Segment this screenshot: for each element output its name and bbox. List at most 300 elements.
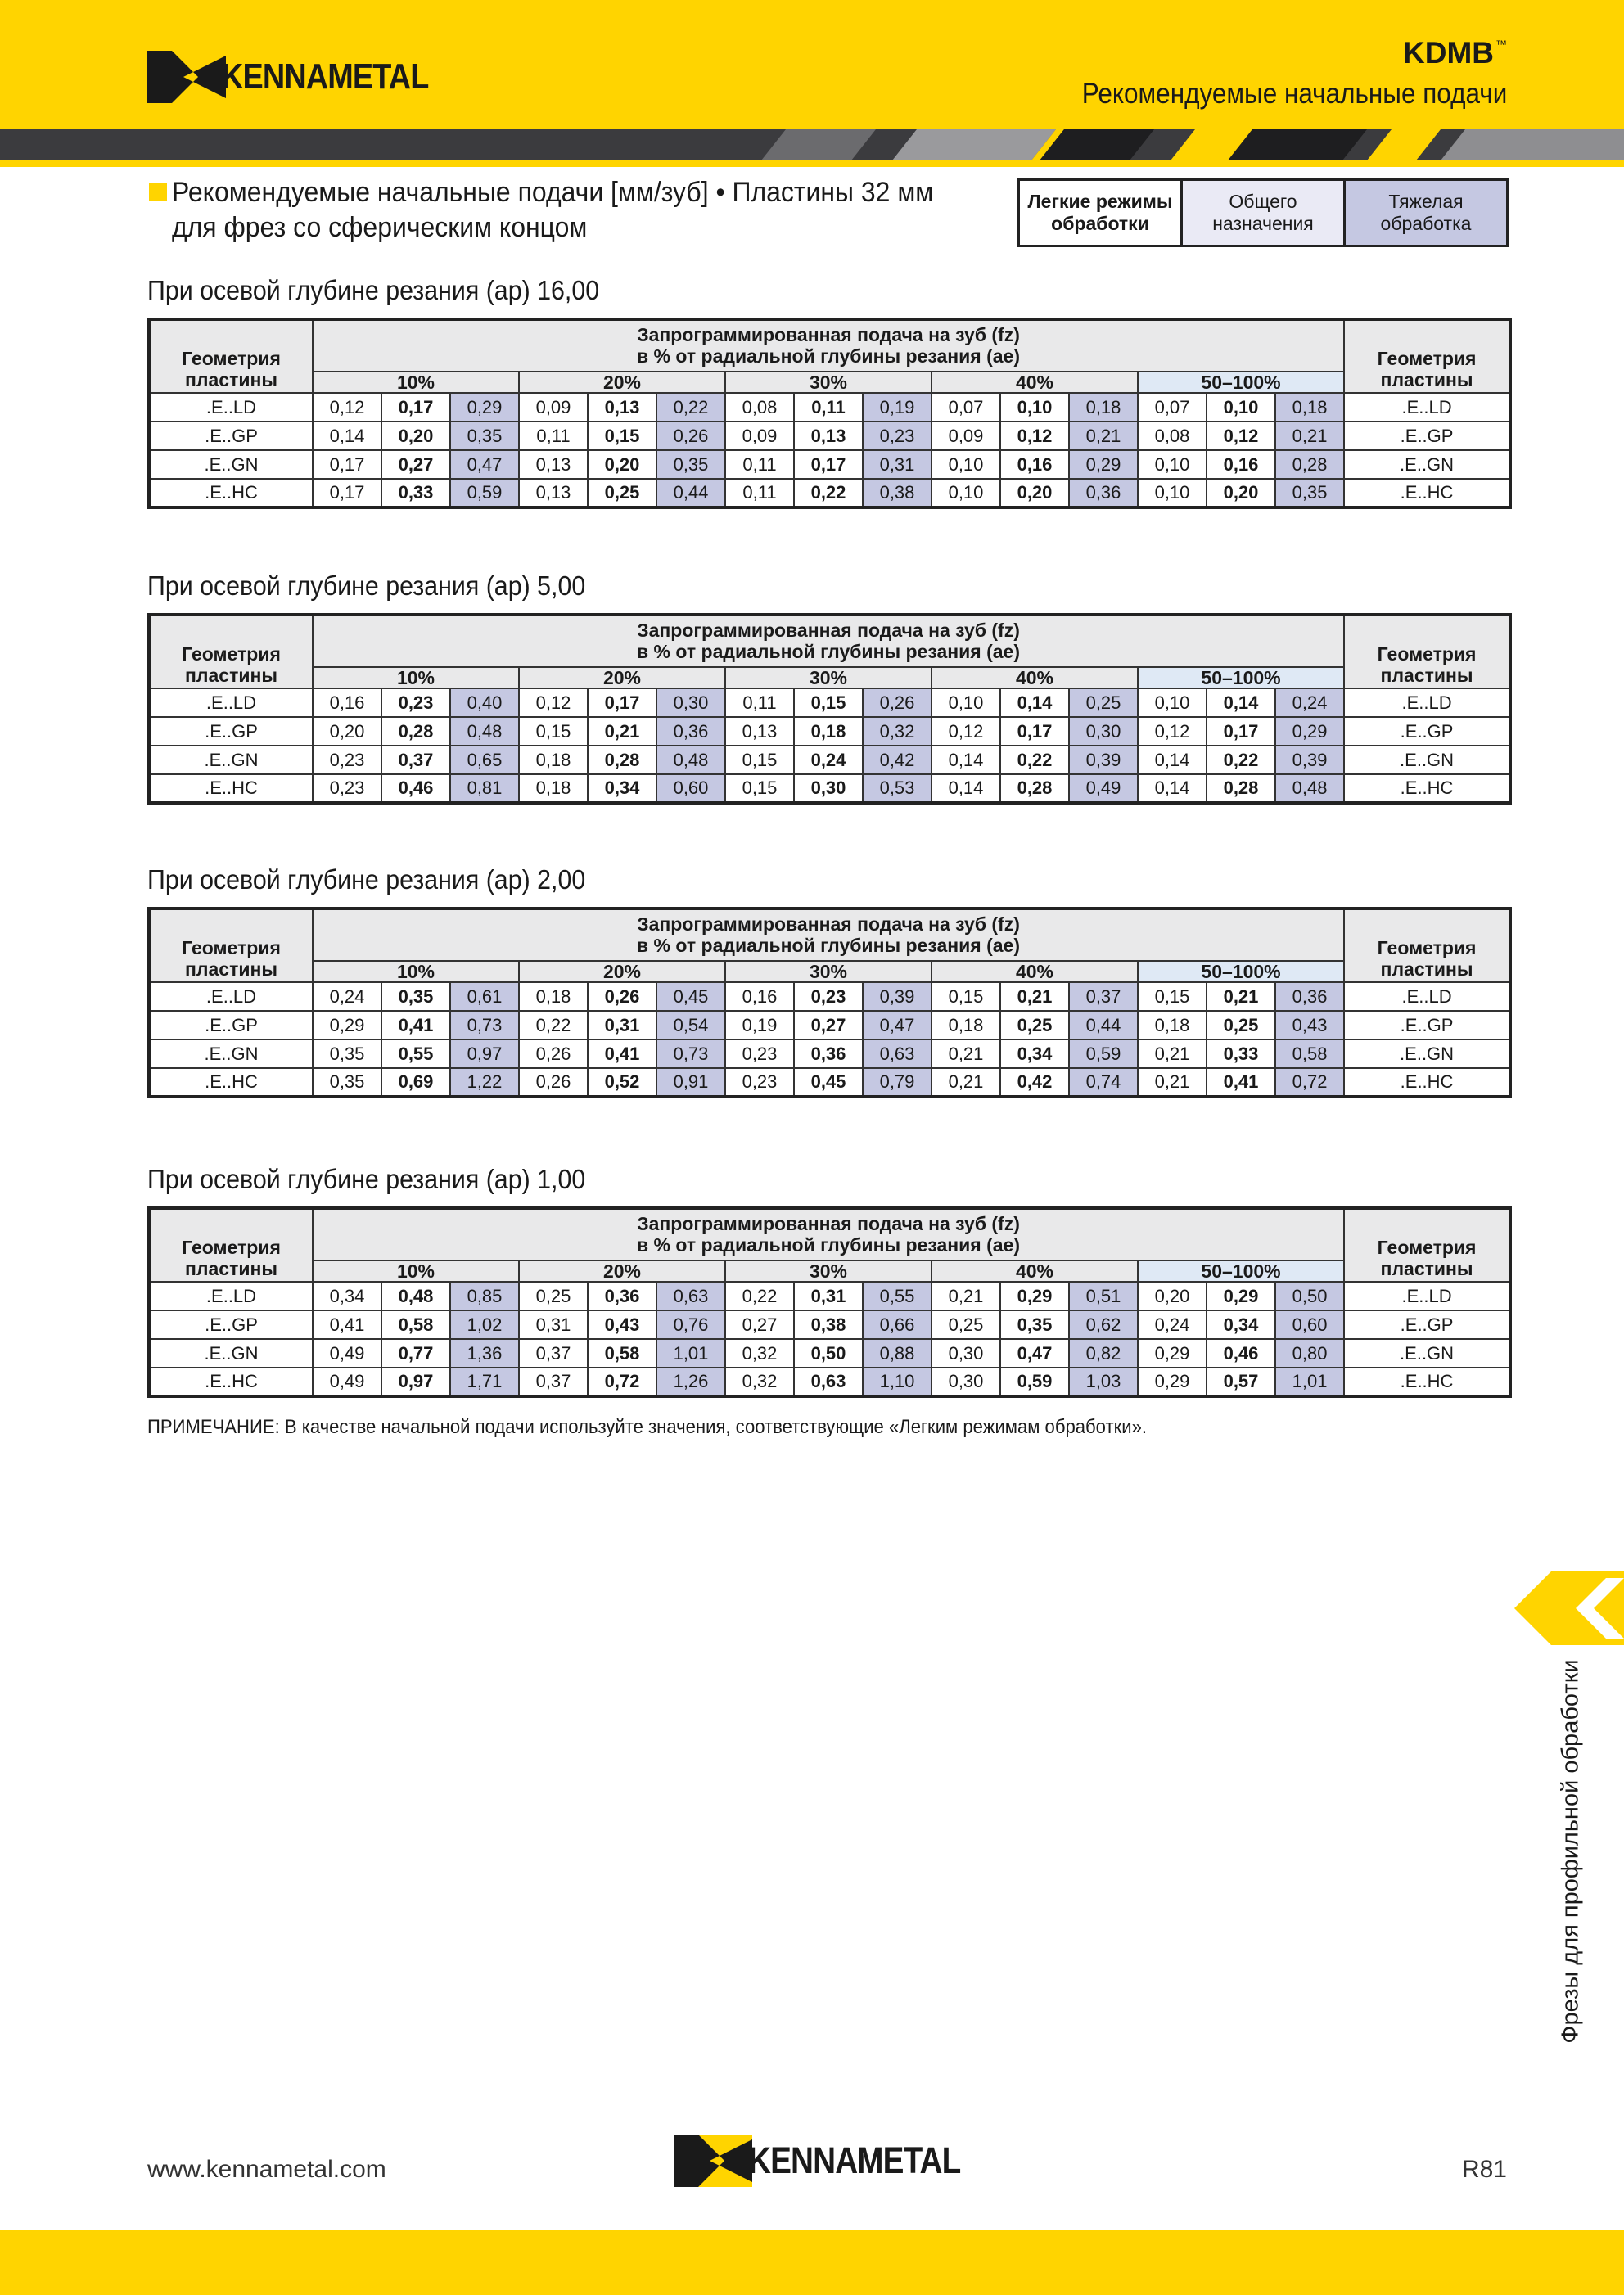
geometry-header-right bbox=[1344, 909, 1510, 982]
heavy-feed-cell: 1,01 bbox=[656, 1339, 725, 1368]
table-heading: При осевой глубине резания (ap) 16,00 bbox=[147, 275, 600, 305]
light-feed-cell: 0,14 bbox=[1138, 774, 1207, 803]
heavy-feed-cell: 0,29 bbox=[1275, 717, 1344, 746]
percent-header: 20% bbox=[519, 1260, 725, 1282]
light-feed-cell: 0,19 bbox=[725, 1011, 794, 1039]
heavy-feed-cell: 0,88 bbox=[863, 1339, 932, 1368]
legend-light-line2: обработки bbox=[1051, 213, 1149, 234]
geometry-header-line2: пластины bbox=[1380, 958, 1473, 980]
geometry-cell: .E..GP bbox=[149, 717, 313, 746]
machining-legend bbox=[1017, 178, 1509, 247]
geometry-header-left bbox=[149, 319, 313, 393]
light-feed-cell: 0,49 bbox=[313, 1339, 381, 1368]
heavy-feed-cell: 0,26 bbox=[656, 422, 725, 450]
footer-kennametal-logo bbox=[673, 2135, 995, 2187]
light-feed-cell: 0,07 bbox=[932, 393, 1000, 422]
general-feed-cell: 0,50 bbox=[794, 1339, 863, 1368]
geometry-cell: .E..LD bbox=[149, 1282, 313, 1310]
heavy-feed-cell: 0,60 bbox=[1275, 1310, 1344, 1339]
heavy-feed-cell: 0,73 bbox=[656, 1039, 725, 1068]
page-title-line2: для фрез со сферическим концом bbox=[172, 212, 588, 243]
general-feed-cell: 0,13 bbox=[794, 422, 863, 450]
general-feed-cell: 0,55 bbox=[381, 1039, 450, 1068]
legend-light-machining bbox=[1020, 181, 1180, 245]
programmed-feed-line1: Запрограммированная подача на зуб (fz) bbox=[637, 913, 1020, 935]
heavy-feed-cell: 1,02 bbox=[450, 1310, 519, 1339]
legend-heavy-machining bbox=[1343, 181, 1506, 245]
geometry-header-line2: пластины bbox=[184, 958, 278, 980]
geometry-header-right bbox=[1344, 319, 1510, 393]
light-feed-cell: 0,11 bbox=[725, 479, 794, 507]
geometry-cell: .E..GN bbox=[149, 1339, 313, 1368]
geometry-cell: .E..LD bbox=[149, 982, 313, 1011]
heavy-feed-cell: 0,37 bbox=[1069, 982, 1138, 1011]
heavy-feed-cell: 0,74 bbox=[1069, 1068, 1138, 1097]
title-bullet-icon bbox=[149, 183, 167, 201]
programmed-feed-header bbox=[313, 909, 1344, 961]
geometry-header-line1: Геометрия bbox=[1377, 348, 1477, 369]
general-feed-cell: 0,29 bbox=[1000, 1282, 1069, 1310]
product-label: KDMB bbox=[1403, 36, 1494, 70]
percent-header: 50–100% bbox=[1138, 667, 1344, 688]
light-feed-cell: 0,10 bbox=[932, 450, 1000, 479]
geometry-cell: .E..HC bbox=[149, 774, 313, 803]
general-feed-cell: 0,77 bbox=[381, 1339, 450, 1368]
light-feed-cell: 0,13 bbox=[519, 450, 588, 479]
heavy-feed-cell: 0,81 bbox=[450, 774, 519, 803]
footnote: ПРИМЕЧАНИЕ: В качестве начальной подачи используйте значения, соответствующие «Легким режимам обработки». bbox=[147, 1416, 1147, 1438]
heavy-feed-cell: 0,35 bbox=[450, 422, 519, 450]
heavy-feed-cell: 0,36 bbox=[1275, 982, 1344, 1011]
heavy-feed-cell: 0,39 bbox=[863, 982, 932, 1011]
general-feed-cell: 0,17 bbox=[1000, 717, 1069, 746]
footer-website[interactable]: www.kennametal.com bbox=[147, 2156, 386, 2183]
light-feed-cell: 0,23 bbox=[313, 746, 381, 774]
programmed-feed-header bbox=[313, 319, 1344, 372]
page-title bbox=[172, 175, 933, 246]
heavy-feed-cell: 0,29 bbox=[450, 393, 519, 422]
general-feed-cell: 0,28 bbox=[1207, 774, 1275, 803]
general-feed-cell: 0,57 bbox=[1207, 1368, 1275, 1396]
legend-general-line1: Общего bbox=[1229, 191, 1297, 212]
geometry-header-line2: пластины bbox=[1380, 369, 1473, 390]
light-feed-cell: 0,12 bbox=[313, 393, 381, 422]
light-feed-cell: 0,37 bbox=[519, 1339, 588, 1368]
general-feed-cell: 0,30 bbox=[794, 774, 863, 803]
general-feed-cell: 0,12 bbox=[1207, 422, 1275, 450]
light-feed-cell: 0,16 bbox=[725, 982, 794, 1011]
geometry-header-line1: Геометрия bbox=[182, 348, 281, 369]
heavy-feed-cell: 0,63 bbox=[656, 1282, 725, 1310]
heavy-feed-cell: 0,21 bbox=[1275, 422, 1344, 450]
general-feed-cell: 0,27 bbox=[794, 1011, 863, 1039]
general-feed-cell: 0,38 bbox=[794, 1310, 863, 1339]
general-feed-cell: 0,13 bbox=[588, 393, 656, 422]
light-feed-cell: 0,16 bbox=[313, 688, 381, 717]
light-feed-cell: 0,07 bbox=[1138, 393, 1207, 422]
geometry-cell: .E..GN bbox=[149, 746, 313, 774]
general-feed-cell: 0,34 bbox=[1000, 1039, 1069, 1068]
programmed-feed-line1: Запрограммированная подача на зуб (fz) bbox=[637, 1213, 1020, 1234]
heavy-feed-cell: 0,40 bbox=[450, 688, 519, 717]
light-feed-cell: 0,15 bbox=[725, 774, 794, 803]
geometry-cell: .E..GP bbox=[1344, 1310, 1510, 1339]
general-feed-cell: 0,15 bbox=[588, 422, 656, 450]
general-feed-cell: 0,14 bbox=[1207, 688, 1275, 717]
light-feed-cell: 0,49 bbox=[313, 1368, 381, 1396]
geometry-cell: .E..GP bbox=[1344, 422, 1510, 450]
light-feed-cell: 0,22 bbox=[519, 1011, 588, 1039]
trademark-mark: ™ bbox=[1495, 38, 1507, 51]
general-feed-cell: 0,18 bbox=[794, 717, 863, 746]
light-feed-cell: 0,31 bbox=[519, 1310, 588, 1339]
feed-table bbox=[147, 1206, 1512, 1398]
light-feed-cell: 0,30 bbox=[932, 1368, 1000, 1396]
percent-header-row bbox=[149, 1260, 1510, 1282]
light-feed-cell: 0,13 bbox=[519, 479, 588, 507]
light-feed-cell: 0,10 bbox=[1138, 688, 1207, 717]
percent-header: 40% bbox=[932, 372, 1138, 393]
light-feed-cell: 0,14 bbox=[932, 774, 1000, 803]
heavy-feed-cell: 0,44 bbox=[656, 479, 725, 507]
general-feed-cell: 0,12 bbox=[1000, 422, 1069, 450]
geometry-cell: .E..GN bbox=[1344, 450, 1510, 479]
light-feed-cell: 0,21 bbox=[932, 1068, 1000, 1097]
general-feed-cell: 0,28 bbox=[1000, 774, 1069, 803]
light-feed-cell: 0,11 bbox=[519, 422, 588, 450]
light-feed-cell: 0,18 bbox=[932, 1011, 1000, 1039]
general-feed-cell: 0,27 bbox=[381, 450, 450, 479]
general-feed-cell: 0,16 bbox=[1207, 450, 1275, 479]
general-feed-cell: 0,31 bbox=[588, 1011, 656, 1039]
light-feed-cell: 0,22 bbox=[725, 1282, 794, 1310]
header-stripe-band bbox=[0, 129, 1624, 167]
logo-wordmark: KENNAMETAL bbox=[221, 56, 429, 97]
general-feed-cell: 0,20 bbox=[588, 450, 656, 479]
table-row bbox=[149, 1039, 1510, 1068]
light-feed-cell: 0,30 bbox=[932, 1339, 1000, 1368]
general-feed-cell: 0,16 bbox=[1000, 450, 1069, 479]
side-tab-label: Фрезы для профильной обработки bbox=[1557, 1659, 1584, 2044]
light-feed-cell: 0,35 bbox=[313, 1068, 381, 1097]
general-feed-cell: 0,23 bbox=[794, 982, 863, 1011]
general-feed-cell: 0,37 bbox=[381, 746, 450, 774]
light-feed-cell: 0,12 bbox=[1138, 717, 1207, 746]
legend-general-purpose bbox=[1180, 181, 1343, 245]
geometry-header-line2: пластины bbox=[1380, 1258, 1473, 1279]
general-feed-cell: 0,33 bbox=[1207, 1039, 1275, 1068]
light-feed-cell: 0,23 bbox=[313, 774, 381, 803]
heavy-feed-cell: 0,82 bbox=[1069, 1339, 1138, 1368]
geometry-header-line2: пластины bbox=[184, 665, 278, 686]
table-row bbox=[149, 688, 1510, 717]
general-feed-cell: 0,33 bbox=[381, 479, 450, 507]
light-feed-cell: 0,20 bbox=[1138, 1282, 1207, 1310]
heavy-feed-cell: 0,36 bbox=[1069, 479, 1138, 507]
geometry-cell: .E..HC bbox=[149, 479, 313, 507]
light-feed-cell: 0,15 bbox=[1138, 982, 1207, 1011]
percent-header: 10% bbox=[313, 667, 519, 688]
general-feed-cell: 0,11 bbox=[794, 393, 863, 422]
light-feed-cell: 0,09 bbox=[932, 422, 1000, 450]
light-feed-cell: 0,24 bbox=[1138, 1310, 1207, 1339]
light-feed-cell: 0,15 bbox=[725, 746, 794, 774]
light-feed-cell: 0,11 bbox=[725, 450, 794, 479]
heavy-feed-cell: 0,26 bbox=[863, 688, 932, 717]
general-feed-cell: 0,21 bbox=[1207, 982, 1275, 1011]
geometry-header-line2: пластины bbox=[184, 369, 278, 390]
geometry-header-line1: Геометрия bbox=[182, 1237, 281, 1258]
geometry-cell: .E..HC bbox=[1344, 1068, 1510, 1097]
heavy-feed-cell: 1,26 bbox=[656, 1368, 725, 1396]
heavy-feed-cell: 0,18 bbox=[1275, 393, 1344, 422]
light-feed-cell: 0,14 bbox=[313, 422, 381, 450]
general-feed-cell: 0,31 bbox=[794, 1282, 863, 1310]
heavy-feed-cell: 0,38 bbox=[863, 479, 932, 507]
percent-header: 30% bbox=[725, 667, 932, 688]
percent-header: 50–100% bbox=[1138, 1260, 1344, 1282]
table-row bbox=[149, 1068, 1510, 1097]
heavy-feed-cell: 0,49 bbox=[1069, 774, 1138, 803]
percent-header: 30% bbox=[725, 1260, 932, 1282]
heavy-feed-cell: 1,10 bbox=[863, 1368, 932, 1396]
table-row bbox=[149, 393, 1510, 422]
footer-bar bbox=[0, 2230, 1624, 2295]
general-feed-cell: 0,34 bbox=[588, 774, 656, 803]
percent-header: 10% bbox=[313, 1260, 519, 1282]
table-row bbox=[149, 774, 1510, 803]
table-row bbox=[149, 717, 1510, 746]
light-feed-cell: 0,09 bbox=[519, 393, 588, 422]
geometry-cell: .E..GP bbox=[149, 1310, 313, 1339]
geometry-header-line1: Геометрия bbox=[182, 937, 281, 958]
footer-logo-wordmark: KENNAMETAL bbox=[748, 2139, 961, 2181]
heavy-feed-cell: 0,65 bbox=[450, 746, 519, 774]
heavy-feed-cell: 0,44 bbox=[1069, 1011, 1138, 1039]
geometry-header-left bbox=[149, 909, 313, 982]
programmed-feed-line2: в % от радиальной глубины резания (ae) bbox=[637, 641, 1021, 662]
general-feed-cell: 0,20 bbox=[381, 422, 450, 450]
heavy-feed-cell: 0,18 bbox=[1069, 393, 1138, 422]
percent-header: 30% bbox=[725, 961, 932, 982]
table-row bbox=[149, 450, 1510, 479]
general-feed-cell: 0,72 bbox=[588, 1368, 656, 1396]
general-feed-cell: 0,46 bbox=[381, 774, 450, 803]
programmed-feed-line1: Запрограммированная подача на зуб (fz) bbox=[637, 324, 1020, 345]
legend-light-line1: Легкие режимы bbox=[1027, 191, 1173, 212]
general-feed-cell: 0,24 bbox=[794, 746, 863, 774]
table-header-row bbox=[149, 1208, 1510, 1260]
heavy-feed-cell: 0,22 bbox=[656, 393, 725, 422]
light-feed-cell: 0,23 bbox=[725, 1068, 794, 1097]
heavy-feed-cell: 0,55 bbox=[863, 1282, 932, 1310]
general-feed-cell: 0,25 bbox=[1000, 1011, 1069, 1039]
light-feed-cell: 0,13 bbox=[725, 717, 794, 746]
general-feed-cell: 0,17 bbox=[381, 393, 450, 422]
light-feed-cell: 0,10 bbox=[932, 688, 1000, 717]
light-feed-cell: 0,26 bbox=[519, 1039, 588, 1068]
geometry-cell: .E..LD bbox=[1344, 1282, 1510, 1310]
geometry-header-line1: Геометрия bbox=[182, 643, 281, 665]
heavy-feed-cell: 0,48 bbox=[656, 746, 725, 774]
light-feed-cell: 0,18 bbox=[519, 982, 588, 1011]
general-feed-cell: 0,22 bbox=[794, 479, 863, 507]
heavy-feed-cell: 0,61 bbox=[450, 982, 519, 1011]
general-feed-cell: 0,35 bbox=[381, 982, 450, 1011]
heavy-feed-cell: 0,73 bbox=[450, 1011, 519, 1039]
general-feed-cell: 0,15 bbox=[794, 688, 863, 717]
heavy-feed-cell: 0,51 bbox=[1069, 1282, 1138, 1310]
heavy-feed-cell: 0,79 bbox=[863, 1068, 932, 1097]
feed-table bbox=[147, 318, 1512, 509]
light-feed-cell: 0,29 bbox=[1138, 1368, 1207, 1396]
heavy-feed-cell: 0,30 bbox=[656, 688, 725, 717]
geometry-cell: .E..LD bbox=[1344, 982, 1510, 1011]
heavy-feed-cell: 0,53 bbox=[863, 774, 932, 803]
general-feed-cell: 0,25 bbox=[588, 479, 656, 507]
geometry-header-line1: Геометрия bbox=[1377, 937, 1477, 958]
geometry-cell: .E..LD bbox=[149, 393, 313, 422]
geometry-cell: .E..HC bbox=[1344, 1368, 1510, 1396]
geometry-cell: .E..HC bbox=[1344, 774, 1510, 803]
heavy-feed-cell: 0,32 bbox=[863, 717, 932, 746]
heavy-feed-cell: 0,35 bbox=[1275, 479, 1344, 507]
legend-heavy-line2: обработка bbox=[1380, 213, 1472, 234]
general-feed-cell: 0,25 bbox=[1207, 1011, 1275, 1039]
geometry-header-right bbox=[1344, 1208, 1510, 1282]
heavy-feed-cell: 1,71 bbox=[450, 1368, 519, 1396]
general-feed-cell: 0,46 bbox=[1207, 1339, 1275, 1368]
geometry-header-right bbox=[1344, 615, 1510, 688]
table-header-row bbox=[149, 909, 1510, 961]
light-feed-cell: 0,08 bbox=[1138, 422, 1207, 450]
geometry-header-line1: Геометрия bbox=[1377, 1237, 1477, 1258]
general-feed-cell: 0,45 bbox=[794, 1068, 863, 1097]
programmed-feed-line1: Запрограммированная подача на зуб (fz) bbox=[637, 620, 1020, 641]
heavy-feed-cell: 0,39 bbox=[1275, 746, 1344, 774]
heavy-feed-cell: 0,60 bbox=[656, 774, 725, 803]
geometry-cell: .E..GP bbox=[1344, 1011, 1510, 1039]
heavy-feed-cell: 0,91 bbox=[656, 1068, 725, 1097]
heavy-feed-cell: 0,35 bbox=[656, 450, 725, 479]
light-feed-cell: 0,27 bbox=[725, 1310, 794, 1339]
percent-header: 40% bbox=[932, 1260, 1138, 1282]
general-feed-cell: 0,17 bbox=[588, 688, 656, 717]
feed-table bbox=[147, 907, 1512, 1098]
general-feed-cell: 0,29 bbox=[1207, 1282, 1275, 1310]
percent-header: 10% bbox=[313, 961, 519, 982]
table-row bbox=[149, 1011, 1510, 1039]
light-feed-cell: 0,21 bbox=[1138, 1068, 1207, 1097]
light-feed-cell: 0,35 bbox=[313, 1039, 381, 1068]
general-feed-cell: 0,10 bbox=[1000, 393, 1069, 422]
general-feed-cell: 0,10 bbox=[1207, 393, 1275, 422]
light-feed-cell: 0,41 bbox=[313, 1310, 381, 1339]
heavy-feed-cell: 0,25 bbox=[1069, 688, 1138, 717]
heavy-feed-cell: 0,30 bbox=[1069, 717, 1138, 746]
heavy-feed-cell: 1,22 bbox=[450, 1068, 519, 1097]
heavy-feed-cell: 0,42 bbox=[863, 746, 932, 774]
heavy-feed-cell: 0,97 bbox=[450, 1039, 519, 1068]
light-feed-cell: 0,21 bbox=[932, 1039, 1000, 1068]
general-feed-cell: 0,69 bbox=[381, 1068, 450, 1097]
percent-header: 20% bbox=[519, 372, 725, 393]
geometry-cell: .E..LD bbox=[1344, 688, 1510, 717]
general-feed-cell: 0,21 bbox=[588, 717, 656, 746]
page-title-line1: Рекомендуемые начальные подачи [мм/зуб] • Пластины 32 мм bbox=[172, 177, 934, 208]
light-feed-cell: 0,17 bbox=[313, 450, 381, 479]
percent-header: 20% bbox=[519, 961, 725, 982]
geometry-header-line1: Геометрия bbox=[1377, 643, 1477, 665]
heavy-feed-cell: 0,36 bbox=[656, 717, 725, 746]
geometry-cell: .E..GN bbox=[149, 1039, 313, 1068]
light-feed-cell: 0,29 bbox=[313, 1011, 381, 1039]
light-feed-cell: 0,18 bbox=[1138, 1011, 1207, 1039]
heavy-feed-cell: 0,59 bbox=[1069, 1039, 1138, 1068]
heavy-feed-cell: 0,80 bbox=[1275, 1339, 1344, 1368]
heavy-feed-cell: 1,03 bbox=[1069, 1368, 1138, 1396]
light-feed-cell: 0,32 bbox=[725, 1339, 794, 1368]
heavy-feed-cell: 0,43 bbox=[1275, 1011, 1344, 1039]
heavy-feed-cell: 0,29 bbox=[1069, 450, 1138, 479]
general-feed-cell: 0,36 bbox=[588, 1282, 656, 1310]
geometry-cell: .E..GN bbox=[1344, 1039, 1510, 1068]
feed-table bbox=[147, 613, 1512, 805]
heavy-feed-cell: 0,47 bbox=[863, 1011, 932, 1039]
geometry-header-left bbox=[149, 615, 313, 688]
heavy-feed-cell: 0,39 bbox=[1069, 746, 1138, 774]
geometry-cell: .E..HC bbox=[1344, 479, 1510, 507]
light-feed-cell: 0,14 bbox=[932, 746, 1000, 774]
heavy-feed-cell: 0,48 bbox=[1275, 774, 1344, 803]
geometry-header-left bbox=[149, 1208, 313, 1282]
heavy-feed-cell: 0,85 bbox=[450, 1282, 519, 1310]
light-feed-cell: 0,11 bbox=[725, 688, 794, 717]
heavy-feed-cell: 1,36 bbox=[450, 1339, 519, 1368]
table-heading: При осевой глубине резания (ap) 5,00 bbox=[147, 570, 586, 601]
general-feed-cell: 0,63 bbox=[794, 1368, 863, 1396]
general-feed-cell: 0,26 bbox=[588, 982, 656, 1011]
general-feed-cell: 0,42 bbox=[1000, 1068, 1069, 1097]
light-feed-cell: 0,15 bbox=[519, 717, 588, 746]
geometry-cell: .E..HC bbox=[149, 1068, 313, 1097]
geometry-cell: .E..GP bbox=[1344, 717, 1510, 746]
percent-header-row bbox=[149, 372, 1510, 393]
programmed-feed-line2: в % от радиальной глубины резания (ae) bbox=[637, 935, 1021, 956]
heavy-feed-cell: 0,76 bbox=[656, 1310, 725, 1339]
table-row bbox=[149, 1339, 1510, 1368]
general-feed-cell: 0,47 bbox=[1000, 1339, 1069, 1368]
table-row bbox=[149, 1282, 1510, 1310]
heavy-feed-cell: 0,31 bbox=[863, 450, 932, 479]
light-feed-cell: 0,29 bbox=[1138, 1339, 1207, 1368]
light-feed-cell: 0,10 bbox=[1138, 450, 1207, 479]
table-header-row bbox=[149, 615, 1510, 667]
general-feed-cell: 0,17 bbox=[794, 450, 863, 479]
percent-header: 50–100% bbox=[1138, 961, 1344, 982]
heavy-feed-cell: 0,50 bbox=[1275, 1282, 1344, 1310]
heavy-feed-cell: 0,21 bbox=[1069, 422, 1138, 450]
programmed-feed-header bbox=[313, 615, 1344, 667]
geometry-cell: .E..LD bbox=[149, 688, 313, 717]
general-feed-cell: 0,41 bbox=[588, 1039, 656, 1068]
table-row bbox=[149, 746, 1510, 774]
light-feed-cell: 0,26 bbox=[519, 1068, 588, 1097]
light-feed-cell: 0,24 bbox=[313, 982, 381, 1011]
table-row bbox=[149, 1310, 1510, 1339]
heavy-feed-cell: 0,47 bbox=[450, 450, 519, 479]
programmed-feed-line2: в % от радиальной глубины резания (ae) bbox=[637, 345, 1021, 367]
